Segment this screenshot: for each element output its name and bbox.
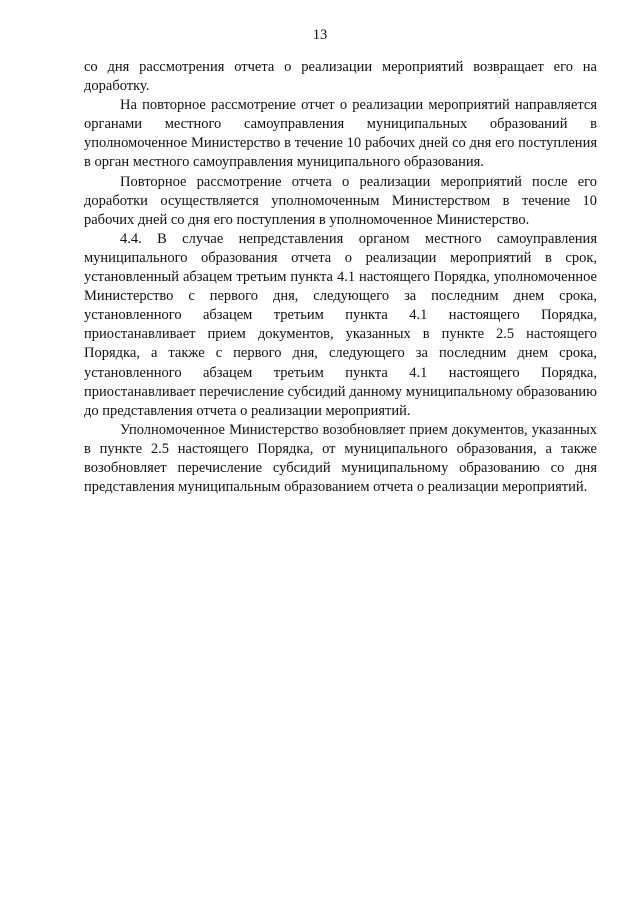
paragraph-section-4-4: 4.4. В случае непредставления органом местного самоуправления муниципального образования отчета о реализации мероприятий в срок, установленный абзацем третьим пункта 4.1 настоящего Порядка, уполномоченное Министерство с первого дня, следующего за последним днем срока, установленного абзацем третьим пункта 4.1 настоящего Порядка, приостанавливает прием документов, указанных в пункте 2.5 настоящего Порядка, а также с первого дня, следующего за последним днем срока, установленного абзацем третьим пункта 4.1 настоящего Порядка, приостанавливает перечисление субсидий данному муниципальному образованию до представления отчета о реализации мероприятий. (84, 230, 597, 419)
document-body (84, 58, 597, 497)
paragraph-resumption: Уполномоченное Министерство возобновляет прием документов, указанных в пункте 2.5 настоящего Порядка, от муниципального образования, а также возобновляет перечисление субсидий муниципальному образованию со дня представления муниципальным образованием отчета о реализации мероприятий. (84, 421, 597, 496)
paragraph-continuation: со дня рассмотрения отчета о реализации мероприятий возвращает его на доработку. (84, 59, 597, 95)
page-number: 13 (312, 27, 328, 43)
paragraph-review-term: Повторное рассмотрение отчета о реализации мероприятий после его доработки осуществляется уполномоченным Министерством в течение 10 рабочих дней со дня его поступления в уполномоченное Министерство. (84, 173, 597, 228)
paragraph-resubmission: На повторное рассмотрение отчет о реализации мероприятий направляется органами местного самоуправления муниципальных образований в уполномоченное Министерство в течение 10 рабочих дней со дня его поступления в орган местного самоуправления муниципального образования. (84, 97, 597, 171)
